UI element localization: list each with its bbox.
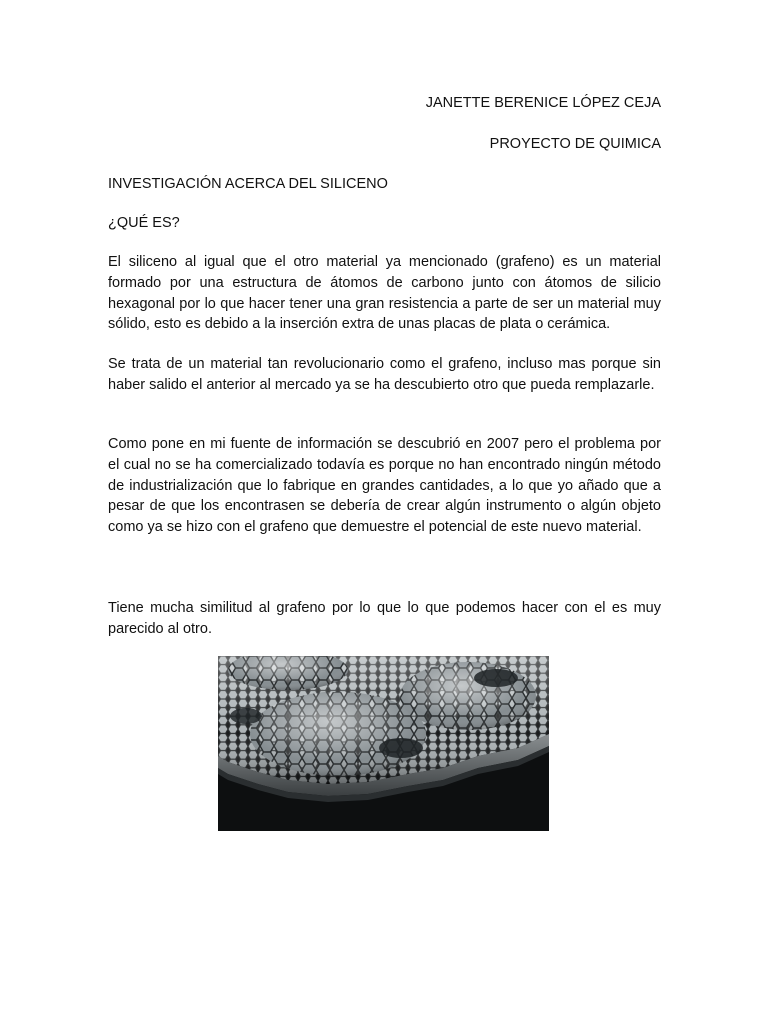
document-page: [108, 0, 661, 1024]
paragraph-3: Como pone en mi fuente de información se descubrió en 2007 pero el problema por el cual no se ha comercializado todavía es porque no han encontrado ningún método de industrialización que lo fabrique en grandes cantidades, a lo que yo añado que a pesar de que los encontrasen se debería de crear algún instrumento o algún objeto como ya se hizo con el grafeno que demuestre el potencial de este nuevo material.: [108, 436, 661, 536]
paragraph-2: Se trata de un material tan revolucionario como el grafeno, incluso mas porque sin haber salido el anterior al mercado ya se ha descubierto otro que pueda remplazarle.: [108, 356, 661, 393]
project-title: PROYECTO DE QUIMICA: [489, 136, 661, 152]
section-question: ¿QUÉ ES?: [108, 215, 180, 231]
silicene-image: [218, 656, 549, 831]
author-name: JANETTE BERENICE LÓPEZ CEJA: [425, 95, 661, 111]
paragraph-1: El siliceno al igual que el otro material ya mencionado (grafeno) es un material formado por una estructura de átomos de carbono junto con átomos de silicio hexagonal por lo que hacer tener una gran resistencia a parte de ser un material muy sólido, esto es debido a la inserción extra de unas placas de plata o cerámica.: [108, 254, 661, 333]
document-title: INVESTIGACIÓN ACERCA DEL SILICENO: [108, 176, 388, 192]
paragraph-4: Tiene mucha similitud al grafeno por lo que lo que podemos hacer con el es muy parecido al otro.: [108, 600, 661, 637]
